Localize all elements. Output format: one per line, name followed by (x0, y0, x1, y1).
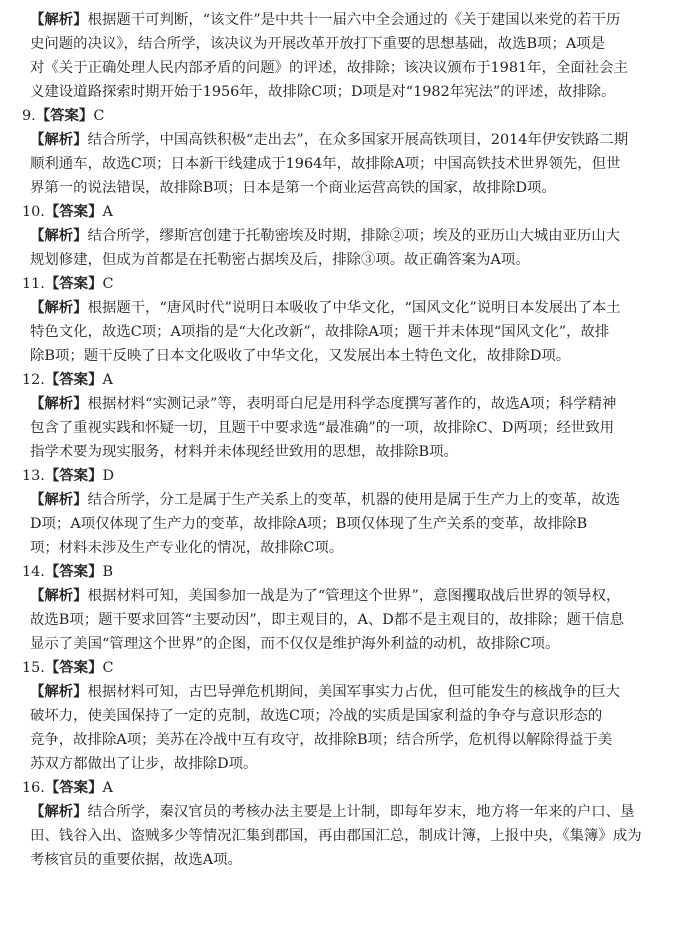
answer-value: A (102, 204, 113, 220)
answer-value: B (102, 564, 114, 580)
item-12 (22, 368, 664, 464)
analysis-line: 【解析】根据材料“实测记录”等，表明哥白尼是用科学态度撰写著作的，故选A项；科学精神 (30, 395, 617, 412)
answer-tag: 【答案】 (44, 659, 103, 676)
analysis-line: 苏双方都做出了让步，故排除D项。 (30, 756, 258, 772)
question-number: 9. (22, 108, 36, 124)
answer-line (22, 104, 664, 128)
answer-value: A (102, 372, 113, 388)
question-number: 13. (22, 468, 45, 484)
question-number: 11. (22, 276, 45, 292)
analysis-line: 指学术要为现实服务，材料并未体现经世致用的思想，故排除B项。 (30, 444, 458, 460)
answer-line (22, 776, 664, 800)
question-number: 12. (22, 372, 45, 388)
question-number: 16. (22, 780, 45, 796)
analysis-tag: 【解析】 (30, 587, 88, 604)
analysis-tag: 【解析】 (30, 299, 88, 316)
analysis-tag: 【解析】 (30, 11, 88, 28)
analysis-line: 破坏力，使美国保持了一定的克制，故选C项；冷战的实质是国家利益的争夺与意识形态的 (30, 708, 603, 724)
answer-tag: 【答案】 (44, 779, 103, 796)
question-number: 10. (22, 204, 45, 220)
answer-tag: 【答案】 (44, 467, 103, 484)
analysis-line: 【解析】结合所学，分工是属于生产关系上的变革，机器的使用是属于生产力上的变革，故选 (30, 491, 621, 508)
analysis-line: 顺利通车，故选C项；日本新干线建成于1964年，故排除A项；中国高铁技术世界领先，但世 (30, 156, 621, 172)
analysis-line: 【解析】根据材料可知，古巴导弹危机期间，美国军事实力占优，但可能发生的核战争的巨大 (30, 683, 621, 700)
analysis-line: 项；材料未涉及生产专业化的情况，故排除C项。 (30, 540, 344, 556)
answer-tag: 【答案】 (44, 371, 103, 388)
question-number: 14. (22, 564, 45, 580)
analysis-tag: 【解析】 (30, 131, 88, 148)
analysis-line: 包含了重视实践和怀疑一切，且题干中要求选“最准确”的一项，故排除C、D两项；经世致用 (30, 420, 615, 436)
analysis-line: 考核官员的重要依据，故选A项。 (30, 852, 242, 868)
analysis-line: 史问题的决议》，结合所学，该决议为开展改革开放打下重要的思想基础，故选B项；A项是 (30, 36, 606, 52)
answer-line (22, 368, 664, 392)
answer-tag: 【答案】 (44, 275, 103, 292)
item-16 (22, 776, 664, 872)
analysis-tag: 【解析】 (30, 395, 88, 412)
answer-line (22, 200, 664, 224)
answer-value: D (102, 468, 115, 484)
analysis-line: D项；A项仅体现了生产力的变革，故排除A项；B项仅体现了生产关系的变革，故排除B (30, 516, 588, 532)
item-11 (22, 272, 664, 368)
answer-line (22, 656, 664, 680)
analysis-line: 除B项；题干反映了日本文化吸收了中华文化，又发展出本土特色文化，故排除D项。 (30, 348, 571, 364)
analysis-tag: 【解析】 (30, 683, 88, 700)
question-number: 15. (22, 660, 45, 676)
analysis-line: 田、钱谷入出、盗贼多少等情况汇集到郡国，再由郡国汇总，制成计簿，上报中央，《集簿》成为 (30, 828, 642, 844)
item-15 (22, 656, 664, 776)
answer-tag: 【答案】 (44, 203, 103, 220)
analysis-tag: 【解析】 (30, 803, 88, 820)
answer-line (22, 464, 664, 488)
answer-tag: 【答案】 (35, 107, 94, 124)
analysis-line: 规划修建，但成为首都是在托勒密占据埃及后，排除③项。故正确答案为A项。 (30, 252, 530, 268)
answer-tag: 【答案】 (44, 563, 103, 580)
analysis-line: 特色文化，故选C项；A项指的是“大化改新”，故排除A项；题干并未体现“国风文化”，故排 (30, 324, 610, 340)
analysis-line: 【解析】结合所学，中国高铁积极“走出去”，在众多国家开展高铁项目，2014年伊安铁路二期 (30, 131, 629, 148)
answer-line (22, 560, 664, 584)
answer-value: C (102, 660, 114, 676)
answer-value: C (102, 276, 114, 292)
analysis-line: 对《关于正确处理人民内部矛盾的问题》的评述，故排除；该决议颁布于1981年，全面社会主 (30, 60, 628, 76)
analysis-line: 【解析】根据题干可判断，“该文件”是中共十一届六中全会通过的《关于建国以来党的若干历 (30, 11, 621, 28)
item-14 (22, 560, 664, 656)
analysis-line: 【解析】结合所学，秦汉官员的考核办法主要是上计制，即每年岁末，地方将一年来的户口、垦 (30, 803, 635, 820)
analysis-tag: 【解析】 (30, 491, 88, 508)
answer-line (22, 272, 664, 296)
item-13 (22, 464, 664, 560)
answer-value: C (93, 108, 105, 124)
analysis-line: 显示了美国“管理这个世界”的企图，而不仅仅是维护海外利益的动机，故排除C项。 (30, 636, 560, 652)
analysis-line: 义建设道路探索时期开始于1956年，故排除C项；D项是对“1982年宪法”的评述，故排除。 (30, 84, 616, 100)
item-9 (22, 104, 664, 200)
analysis-line: 故选B项；题干要求回答“主要动因”，即主观目的，A、D都不是主观目的，故排除；题干信息 (30, 612, 625, 628)
item-10 (22, 200, 664, 272)
analysis-line: 【解析】根据材料可知，美国参加一战是为了“管理这个世界”，意图攫取战后世界的领导权， (30, 587, 621, 604)
item-8-analysis (30, 8, 664, 104)
analysis-line: 界第一的说法错误，故排除B项；日本是第一个商业运营高铁的国家，故排除D项。 (30, 180, 556, 196)
analysis-line: 竞争，故排除A项；美苏在冷战中互有攻守，故排除B项；结合所学，危机得以解除得益于美 (30, 732, 613, 748)
analysis-line: 【解析】根据题干，“唐风时代”说明日本吸收了中华文化，“国风文化”说明日本发展出了本土 (30, 299, 621, 316)
analysis-tag: 【解析】 (30, 227, 88, 244)
analysis-line: 【解析】结合所学，缪斯宫创建于托勒密埃及时期，排除②项；埃及的亚历山大城由亚历山大 (30, 227, 621, 244)
answer-value: A (102, 780, 113, 796)
